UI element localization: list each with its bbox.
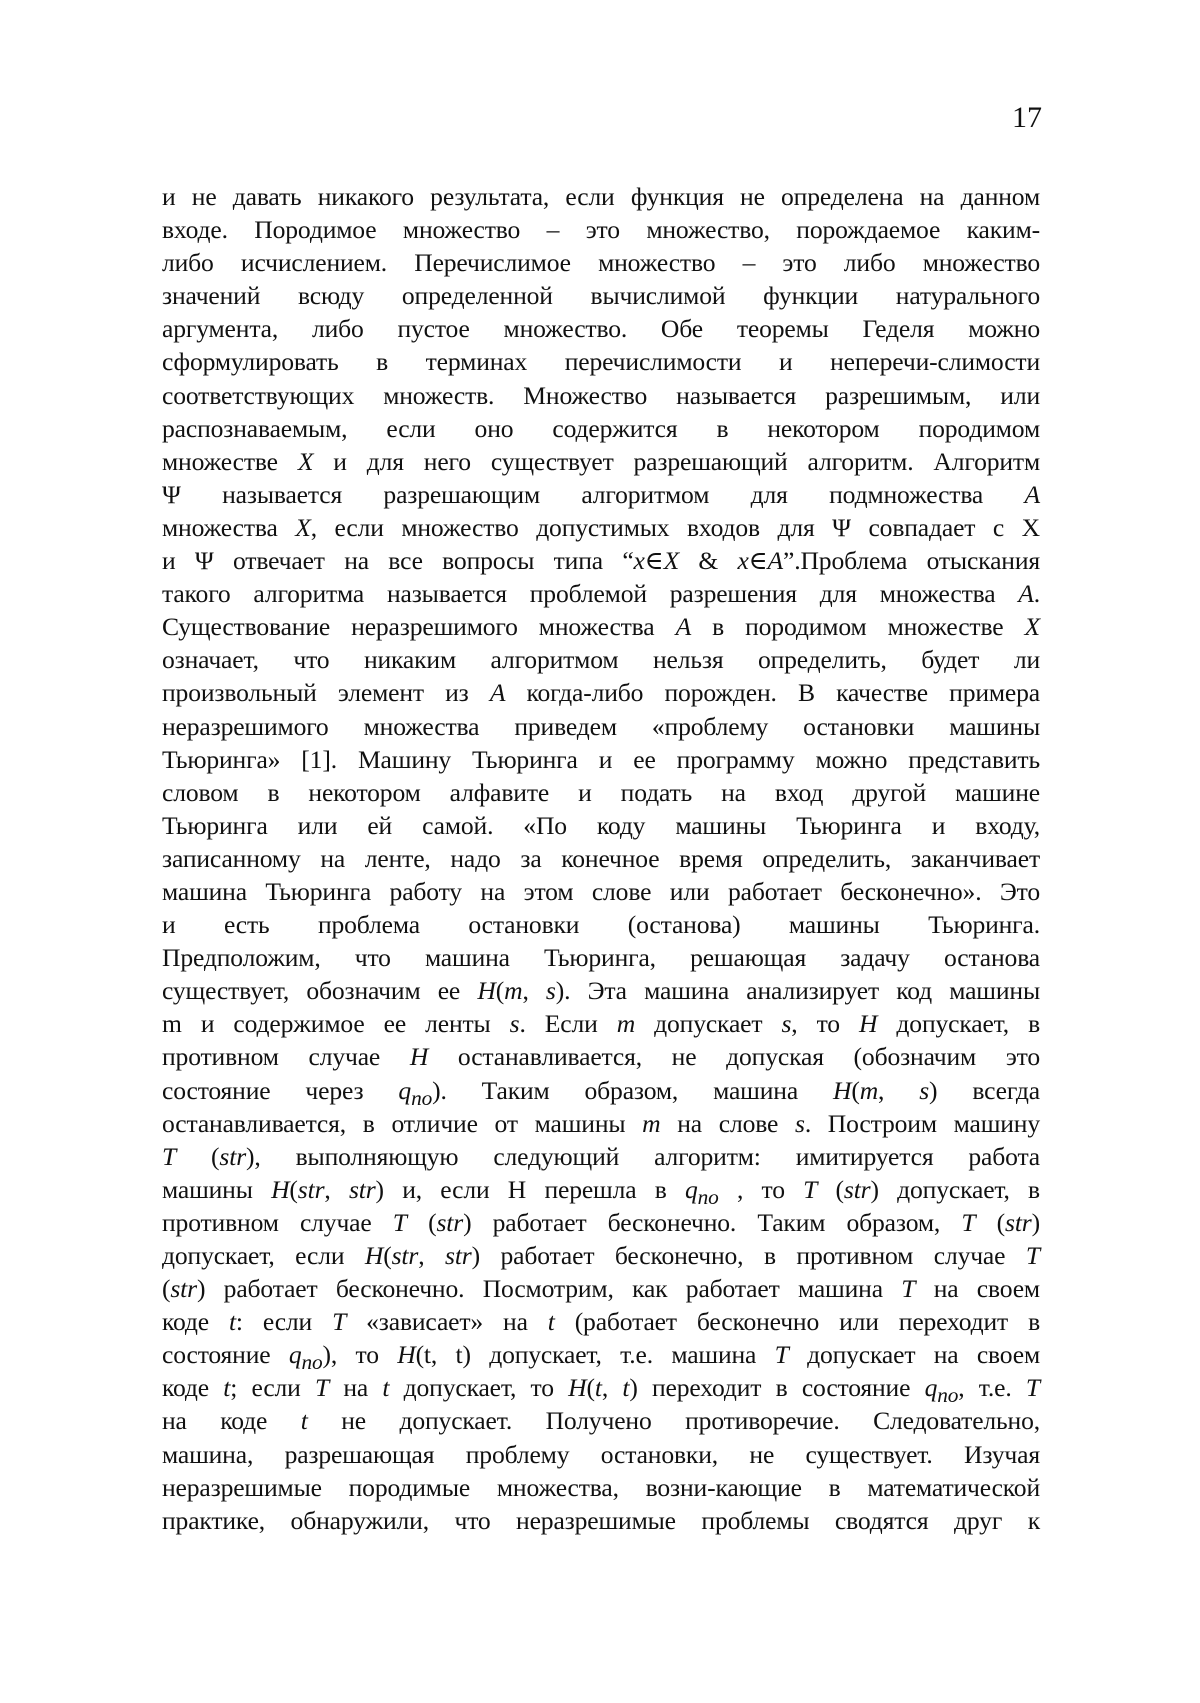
text-line: коде t: если T «зависает» на t (работает бесконечно или переходит в <box>162 1307 1040 1337</box>
text-line: означает, что никаким алгоритмом нельзя определить, будет ли <box>162 645 1040 675</box>
text-line: множества X, если множество допустимых входов для Ψ совпадает с X <box>162 512 1041 542</box>
text-line: Тьюринга» [1]. Машину Тьюринга и ее программу можно представить <box>162 744 1040 774</box>
text-line: Тьюринга или ей самой. «По коду машины Тьюринга и входу, <box>162 810 1040 840</box>
text-line: на коде t не допускает. Получено противоречие. Следовательно, <box>162 1406 1040 1436</box>
text-line: практике, обнаружили, что неразрешимые проблемы сводятся друг к <box>162 1505 1040 1535</box>
text-line: значений всюду определенной вычислимой функции натурального <box>162 281 1040 311</box>
text-line: входе. Породимое множество – это множество, порождаемое каким- <box>162 215 1040 245</box>
text-line: Предположим, что машина Тьюринга, решающая задачу останова <box>162 943 1040 973</box>
text-line: Существование неразрешимого множества A в породимом множестве X <box>162 612 1041 642</box>
text-line: состояние $q_{no}$), то H(t, t) допускает, т.е. машина T допускает на своем <box>162 1340 1041 1375</box>
text-line: словом в некотором алфавите и подать на вход другой машине <box>162 777 1040 807</box>
text-line: распознаваемым, если оно содержится в некотором породимом <box>162 413 1040 443</box>
body-text <box>162 180 1040 1537</box>
text-line: соответствующих множеств. Множество называется разрешимым, или <box>162 380 1040 410</box>
text-line: записанному на ленте, надо за конечное время определить, заканчивает <box>162 843 1040 873</box>
text-line: коде t; если T на t допускает, то H(t, t) переходит в состояние $q_{no}$, т.е. T <box>162 1373 1041 1408</box>
text-line: и не давать никакого результата, если функция не определена на данном <box>162 182 1040 211</box>
text-line: либо исчислением. Перечислимое множество – это либо множество <box>162 248 1040 278</box>
text-line: m и содержимое ее ленты s. Если m допускает s, то H допускает, в <box>162 1009 1041 1039</box>
text-line: машина Тьюринга работу на этом слове или работает бесконечно». Это <box>162 876 1040 906</box>
text-line: Ψ называется разрешающим алгоритмом для подмножества A <box>162 479 1040 509</box>
text-line: неразрешимого множества приведем «проблему остановки машины <box>162 711 1040 741</box>
text-line: машина, разрешающая проблему остановки, не существует. Изучая <box>162 1439 1040 1469</box>
text-line: существует, обозначим ее H(m, s). Эта машина анализирует код машины <box>162 976 1040 1006</box>
page-number: 17 <box>1012 101 1042 134</box>
text-line: и есть проблема остановки (останова) машины Тьюринга. <box>162 910 1040 940</box>
text-line: противном случае T (str) работает бесконечно. Таким образом, T (str) <box>162 1207 1040 1237</box>
text-line: T (str), выполняющую следующий алгоритм: имитируется работа <box>162 1141 1040 1171</box>
text-line: сформулировать в терминах перечислимости и неперечи-слимости <box>162 347 1040 377</box>
text-line: аргумента, либо пустое множество. Обе теоремы Геделя можно <box>162 314 1040 344</box>
text-line: произвольный элемент из A когда-либо порожден. В качестве примера <box>162 678 1040 708</box>
text-line: множестве X и для него существует разрешающий алгоритм. Алгоритм <box>162 446 1040 476</box>
text-line: допускает, если H(str, str) работает бесконечно, в противном случае T <box>162 1241 1040 1270</box>
text-line: такого алгоритма называется проблемой разрешения для множества A. <box>162 579 1040 609</box>
text-line: состояние через $q_{no}$). Таким образом, машина H(m, s) всегда <box>162 1075 1041 1110</box>
text-line: машины H(str, str) и, если H перешла в $q_{no}$ , то T (str) допускает, в <box>162 1174 1040 1209</box>
text-line: противном случае H останавливается, не допуская (обозначим это <box>162 1042 1041 1072</box>
text-line: неразрешимые породимые множества, возни-кающие в математической <box>162 1472 1040 1502</box>
text-line: и Ψ отвечает на все вопросы типа “x∈X & x∈A”.Проблема отыскания <box>162 546 1040 576</box>
text-line: останавливается, в отличие от машины m на слове s. Построим машину <box>162 1108 1040 1138</box>
text-line: (str) работает бесконечно. Посмотрим, как работает машина T на своем <box>162 1274 1040 1304</box>
